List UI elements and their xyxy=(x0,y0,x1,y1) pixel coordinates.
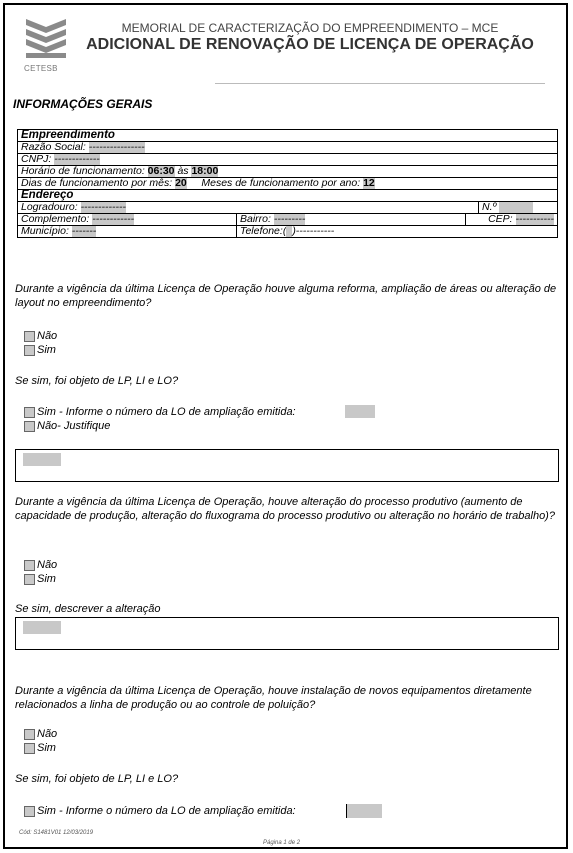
header-title-line2: ADICIONAL DE RENOVAÇÃO DE LICENÇA DE OPERAÇÃO xyxy=(86,36,534,53)
q3-lo-number-field[interactable] xyxy=(346,804,382,818)
horario-label: Horário de funcionamento: xyxy=(21,165,145,177)
q2-sim-checkbox[interactable] xyxy=(24,574,35,585)
q1-nao-label: Não xyxy=(37,330,58,342)
razao-social-label: Razão Social: xyxy=(21,141,86,153)
horario-end-field[interactable]: 18:00 xyxy=(191,165,219,177)
cep-cell xyxy=(466,214,558,226)
footer-code: Cód: S1481V01 12/03/2019 xyxy=(19,830,94,836)
cnpj-row xyxy=(18,154,558,166)
section-title: INFORMAÇÕES GERAIS xyxy=(13,97,153,111)
meses-field[interactable]: 12 xyxy=(363,177,375,189)
q2-description-field[interactable] xyxy=(23,621,61,634)
logo-text: CETESB xyxy=(24,64,58,73)
q1-sim-checkbox[interactable] xyxy=(24,345,35,356)
q2-followup: Se sim, descrever a alteração xyxy=(15,603,161,615)
q1-sim-label: Sim xyxy=(37,344,56,356)
logradouro-label: Logradouro: xyxy=(21,201,78,213)
footer-page-number: Página 1 de 2 xyxy=(263,840,301,846)
q3-nao-label: Não xyxy=(37,728,58,740)
meses-label: Meses de funcionamento por ano: xyxy=(201,177,361,189)
header-title-line1: MEMORIAL DE CARACTERIZAÇÃO DO EMPREENDIMENTO – MCE xyxy=(121,21,499,35)
bairro-label: Bairro: xyxy=(240,213,271,225)
q1-lo-number-field[interactable] xyxy=(345,405,375,418)
cnpj-label: CNPJ: xyxy=(21,153,52,165)
municipio-label: Município: xyxy=(21,225,69,237)
complemento-label: Complemento: xyxy=(21,213,90,225)
municipio-field[interactable]: ------- xyxy=(71,225,97,237)
q3-sim-lo-label: Sim - Informe o número da LO de ampliação emitida: xyxy=(37,805,296,817)
logradouro-field[interactable]: ------------- xyxy=(80,201,127,213)
bairro-field[interactable]: --------- xyxy=(273,213,306,225)
q1-justify-box[interactable] xyxy=(15,449,559,482)
q1-nao-checkbox[interactable] xyxy=(24,331,35,342)
numero-label: N.º xyxy=(482,201,497,213)
razao-social-row xyxy=(18,142,558,154)
cnpj-field[interactable]: ------------- xyxy=(54,153,100,165)
info-table xyxy=(17,129,558,238)
telefone-field[interactable]: )----------- xyxy=(292,225,335,237)
q1-text: Durante a vigência da última Licença de Operação houve alguma reforma, ampliação de áreas ou alteração de layout no empreendimento? xyxy=(15,283,557,309)
complemento-field[interactable]: ------------ xyxy=(92,213,135,225)
q1-nao-just-label: Não- Justifique xyxy=(37,420,111,432)
bairro-cell xyxy=(237,214,466,226)
q3-text: Durante a vigência da última Licença de Operação, houve instalação de novos equipamentos diretamente relacionados a linha de produção ou ao controle de poluição? xyxy=(15,685,532,711)
document-page xyxy=(3,3,568,849)
dias-meses-row xyxy=(18,178,558,190)
q1-justify-field[interactable] xyxy=(23,453,61,466)
horario-start-field[interactable]: 06:30 xyxy=(147,165,175,177)
razao-social-field[interactable]: ---------------- xyxy=(88,141,145,153)
q3-sim-label: Sim xyxy=(37,742,56,754)
q3-sim-lo-checkbox[interactable] xyxy=(24,806,35,817)
dias-label: Dias de funcionamento por mês: xyxy=(21,177,173,189)
q1-followup: Se sim, foi objeto de LP, LI e LO? xyxy=(15,375,179,387)
endereco-heading: Endereço xyxy=(18,190,558,202)
cep-label: CEP: xyxy=(488,213,513,225)
dias-field[interactable]: 20 xyxy=(175,177,187,189)
numero-cell xyxy=(479,202,558,214)
q1-sim-lo-label: Sim - Informe o número da LO de ampliação emitida: xyxy=(37,406,296,418)
q3-nao-checkbox[interactable] xyxy=(24,729,35,740)
cep-field[interactable]: ----------- xyxy=(515,213,554,225)
logradouro-cell xyxy=(18,202,479,214)
q3-followup: Se sim, foi objeto de LP, LI e LO? xyxy=(15,773,179,785)
complemento-cell xyxy=(18,214,237,226)
q2-description-box[interactable] xyxy=(15,617,559,650)
q2-sim-label: Sim xyxy=(37,573,56,585)
q2-text: Durante a vigência da última Licença de Operação, houve alteração do processo produtivo (aumento de capacidade de produção, alteração do fluxograma do processo produtivo ou alteração no horário de trabalho)? xyxy=(15,496,555,522)
q2-nao-checkbox[interactable] xyxy=(24,560,35,571)
q3-sim-checkbox[interactable] xyxy=(24,743,35,754)
municipio-cell xyxy=(18,226,237,238)
telefone-label: Telefone:( xyxy=(240,225,287,237)
q2-nao-label: Não xyxy=(37,559,58,571)
horario-sep: às xyxy=(177,165,189,177)
q1-sim-lo-checkbox[interactable] xyxy=(24,407,35,418)
cetesb-logo xyxy=(20,17,70,75)
q1-nao-just-checkbox[interactable] xyxy=(24,421,35,432)
horario-row xyxy=(18,166,558,178)
telefone-cell xyxy=(237,226,558,238)
header-divider xyxy=(215,83,545,84)
empreendimento-heading: Empreendimento xyxy=(18,130,558,142)
